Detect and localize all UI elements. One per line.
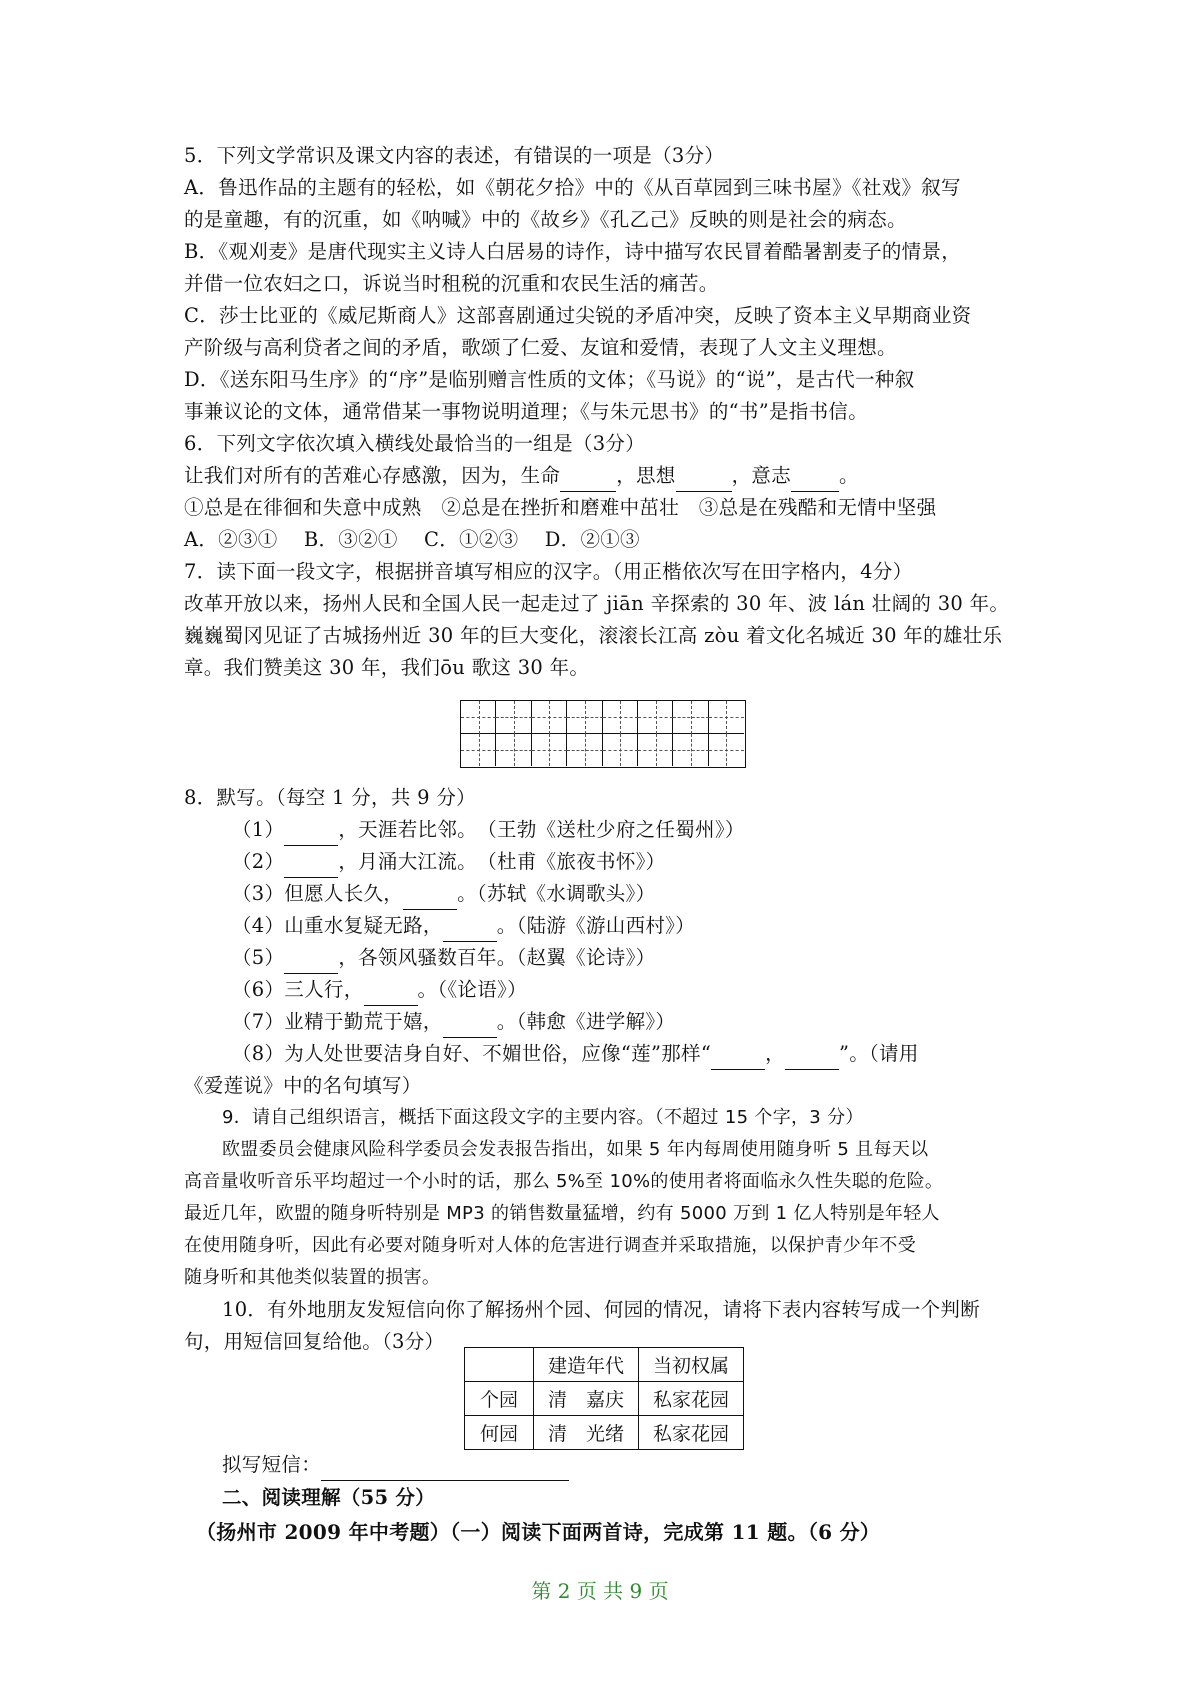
tianzi-guide-line [461, 717, 496, 718]
tianzi-guide-line [603, 750, 638, 751]
q9-passage-line5: 随身听和其他类似装置的损害。 [184, 1267, 441, 1288]
q8-blank-4 [443, 919, 497, 942]
tianzi-guide-line [567, 717, 602, 718]
q7-passage-line2: 巍巍蜀冈见证了古城扬州近 30 年的巨大变化，滚滚长江高 zòu 着文化名城近 30 年的雄壮乐 [184, 624, 1003, 647]
q8-line-1-text: ，天涯若比邻。 （王勃《送杜少府之任蜀州》） [338, 818, 745, 841]
section-2-subtitle: （扬州市 2009 年中考题）（一）阅读下面两首诗，完成第 11 题。（6 分） [196, 1520, 881, 1544]
q8-blank-8 [711, 1047, 765, 1070]
q10-draft-label: 拟写短信： [222, 1453, 322, 1476]
tianzi-guide-line [673, 750, 708, 751]
table-row [465, 1416, 744, 1450]
q6-stem: 6．下列文字依次填入横线处最恰当的一组是（3分） [184, 432, 646, 455]
tianzi-guide-line [461, 750, 496, 751]
q8-line-5 [232, 942, 655, 974]
q8-line-8-cont: 《爱莲说》中的名句填写） [184, 1074, 422, 1097]
q8-line-4-source: 。（陆游《游山西村》） [496, 914, 696, 937]
q8-line-2-num: （2） [232, 850, 285, 873]
q8-blank-6 [364, 983, 418, 1006]
q8-blank-5 [284, 951, 338, 974]
q8-blank-2 [284, 855, 338, 878]
table-cell: 个园 [465, 1382, 534, 1416]
q8-line-5-text: ，各领风骚数百年。（赵翼《论诗》） [338, 946, 656, 969]
q10-draft-line [222, 1449, 569, 1481]
q8-blank-7 [443, 1015, 497, 1038]
q5-option-a-line2: 的是童趣，有的沉重，如《呐喊》中的《故乡》《孔乙己》反映的则是社会的病态。 [184, 208, 907, 231]
q9-passage-line4: 在使用随身听，因此有必要对随身听对人体的危害进行调查并采取措施，以保护青少年不受 [184, 1235, 916, 1256]
q8-line-3-source: 。（苏轼《水调歌头》） [457, 882, 656, 905]
q9-passage-line3: 最近几年，欧盟的随身听特别是 MP3 的销售数量猛增，约有 5000 万到 1 亿人特别是年轻人 [184, 1203, 940, 1224]
q6-sentence-part3: ，意志 [731, 464, 792, 487]
q8-line-6 [232, 974, 527, 1006]
q8-line-3-text: （3）但愿人长久， [232, 882, 404, 905]
q10-draft-blank[interactable] [321, 1458, 569, 1481]
table-cell: 何园 [465, 1416, 534, 1450]
q8-stem: 8．默写。（每空 1 分，共 9 分） [184, 786, 476, 809]
q8-line-2-text: ，月涌大江流。 （杜甫《旅夜书怀》） [338, 850, 666, 873]
tianzi-guide-line [496, 717, 531, 718]
tianzi-guide-line [638, 717, 673, 718]
tianzi-guide-line [638, 750, 673, 751]
q5-option-d-line2: 事兼议论的文体，通常借某一事物说明道理；《与朱元思书》的“书”是指书信。 [184, 400, 868, 423]
q8-line-2 [232, 846, 665, 878]
tianzi-guide-line [567, 750, 602, 751]
q6-sentence [184, 460, 859, 492]
table-cell: 私家花园 [639, 1416, 744, 1450]
tianzi-guide-line [532, 717, 567, 718]
q8-blank-3 [403, 887, 457, 910]
table-header-row [465, 1348, 744, 1382]
q6-blank-2 [676, 469, 732, 492]
q5-stem: 5．下列文学常识及课文内容的表述，有错误的一项是（3分） [184, 144, 725, 167]
q8-line-8 [232, 1038, 919, 1070]
q8-line-4 [232, 910, 695, 942]
q7-passage-line1: 改革开放以来，扬州人民和全国人民一起走过了 jiān 辛探索的 30 年、波 lán 壮阔的 30 年。 [184, 592, 1010, 615]
q8-line-6-source: 。（《论语》） [417, 978, 527, 1001]
q10-stem-line2: 句，用短信回复给他。（3分） [184, 1330, 445, 1353]
q8-line-3 [232, 878, 655, 910]
q5-option-b-line2: 并借一位农妇之口，诉说当时租税的沉重和农民生活的痛苦。 [184, 272, 719, 295]
table-cell: 私家花园 [639, 1382, 744, 1416]
q8-line-6-text: （6）三人行， [232, 978, 364, 1001]
garden-table [464, 1347, 744, 1450]
q10-stem-line1: 10．有外地朋友发短信向你了解扬州个园、何园的情况，请将下表内容转写成一个判断 [222, 1298, 981, 1321]
q8-blank-9 [785, 1047, 839, 1070]
q6-sentence-part4: 。 [839, 464, 859, 487]
q8-line-8-comma: ， [765, 1042, 785, 1065]
table-cell: 清 光绪 [534, 1416, 639, 1450]
tianzi-grid[interactable] [460, 700, 746, 768]
page-footer: 第 2 页 共 9 页 [531, 1579, 669, 1603]
tianzi-guide-line [532, 750, 567, 751]
q8-blank-1 [284, 823, 338, 846]
q6-sentence-part1: 让我们对所有的苦难心存感激，因为，生命 [184, 464, 561, 487]
q5-option-b-line1: B．《观刈麦》是唐代现实主义诗人白居易的诗作，诗中描写农民冒着酷暑割麦子的情景， [184, 240, 962, 263]
q7-passage-line3: 章。我们赞美这 30 年，我们ōu 歌这 30 年。 [184, 656, 590, 679]
tianzi-guide-line [709, 717, 744, 718]
q9-stem: 9．请自己组织语言，概括下面这段文字的主要内容。（不超过 15 个字，3 分） [222, 1107, 864, 1128]
section-2-title: 二、阅读理解（55 分） [222, 1486, 436, 1509]
q5-option-c-line1: C．莎士比亚的《威尼斯商人》这部喜剧通过尖锐的矛盾冲突，反映了资本主义早期商业资 [184, 304, 972, 327]
table-cell: 清 嘉庆 [534, 1382, 639, 1416]
q8-line-7-source: 。（韩愈《进学解》） [496, 1010, 676, 1033]
q8-line-7 [232, 1006, 675, 1038]
q6-blank-3 [791, 469, 839, 492]
q8-line-8-text: （8）为人处世要洁身自好、不媚世俗，应像“莲”那样“ [232, 1042, 712, 1065]
q6-options: A．②③① B．③②① C．①②③ D．②①③ [184, 528, 640, 551]
tianzi-guide-line [709, 750, 744, 751]
q5-option-c-line2: 产阶级与高利贷者之间的矛盾，歌颂了仁爱、友谊和爱情，表现了人文主义理想。 [184, 336, 897, 359]
q8-line-8-tail: ”。（请用 [838, 1042, 919, 1065]
q6-blank-1 [560, 469, 616, 492]
q8-line-4-text: （4）山重水复疑无路， [232, 914, 443, 937]
tianzi-guide-line [673, 717, 708, 718]
tianzi-guide-line [603, 717, 638, 718]
table-header-cell [465, 1348, 534, 1382]
q8-line-1-num: （1） [232, 818, 285, 841]
q8-line-5-num: （5） [232, 946, 285, 969]
q5-option-d-line1: D．《送东阳马生序》的“序”是临别赠言性质的文体；《马说》的“说”，是古代一种叙 [184, 368, 915, 391]
q8-line-7-text: （7）业精于勤荒于嬉， [232, 1010, 443, 1033]
table-header-cell: 建造年代 [534, 1348, 639, 1382]
q9-passage-line2: 高音量收听音乐平均超过一个小时的话，那么 5%至 10%的使用者将面临永久性失聪的危险。 [184, 1171, 944, 1192]
q7-stem: 7．读下面一段文字，根据拼音填写相应的汉字。（用正楷依次写在田字格内，4分） [184, 560, 913, 583]
table-header-cell: 当初权属 [639, 1348, 744, 1382]
q6-items: ①总是在徘徊和失意中成熟 ②总是在挫折和磨难中茁壮 ③总是在残酷和无情中坚强 [184, 496, 937, 519]
q5-option-a-line1: A．鲁迅作品的主题有的轻松，如《朝花夕拾》中的《从百草园到三味书屋》《社戏》叙写 [184, 176, 961, 199]
tianzi-guide-line [496, 750, 531, 751]
q6-sentence-part2: ，思想 [616, 464, 676, 487]
q8-line-1 [232, 814, 745, 846]
table-row [465, 1382, 744, 1416]
q9-passage-line1: 欧盟委员会健康风险科学委员会发表报告指出，如果 5 年内每周使用随身听 5 且每天以 [222, 1139, 929, 1160]
